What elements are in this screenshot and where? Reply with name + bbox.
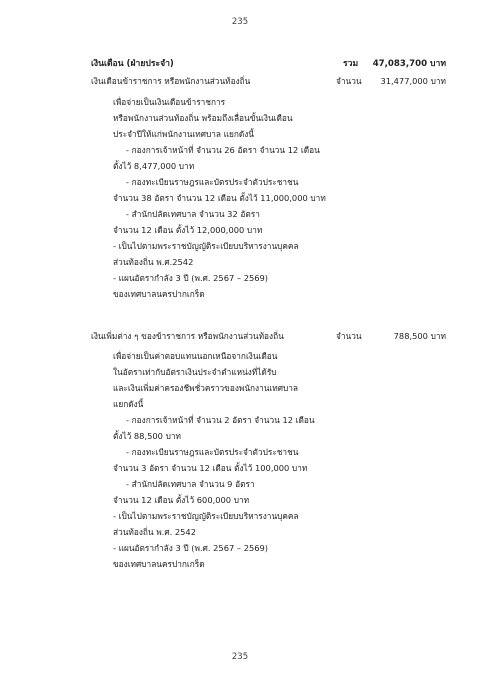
section2-line: - สำนักปลัดเทศบาล จำนวน 9 อัตรา — [126, 479, 255, 489]
section1-line: จำนวน 38 อัตรา จำนวน 12 เดือน ตั้งไว้ 11,000,000 บาท — [113, 193, 326, 203]
section1-line: - เป็นไปตามพระราชบัญญัติระเบียบบริหารงานบุคคล — [113, 241, 299, 251]
section2-title: เงินเพิ่มต่าง ๆ ของข้าราชการ หรือพนักงานส่วนท้องถิ่น — [91, 331, 284, 341]
section1-line: ส่วนท้องถิ่น พ.ศ.2542 — [113, 257, 194, 267]
section1-line: - กองการเจ้าหน้าที่ จำนวน 26 อัตรา จำนวน 12 เดือน — [126, 145, 320, 155]
section2-line: ของเทศบาลนครปากเกร็ด — [113, 559, 205, 569]
section2-amount: 788,500 บาท — [393, 331, 446, 341]
section1-line: ของเทศบาลนครปากเกร็ด — [113, 289, 205, 299]
section2-line: และเงินเพิ่มค่าครองชีพชั่วคราวของพนักงานเทศบาล — [113, 383, 299, 393]
section1-line: - แผนอัตรากำลัง 3 ปี (พ.ศ. 2567 – 2569) — [113, 273, 269, 283]
section2-line: - กองการเจ้าหน้าที่ จำนวน 2 อัตรา จำนวน 12 เดือน — [126, 415, 315, 425]
section2-line: จำนวน 3 อัตรา จำนวน 12 เดือน ตั้งไว้ 100,000 บาท — [113, 463, 308, 473]
section2-line: ส่วนท้องถิ่น พ.ศ. 2542 — [113, 527, 196, 537]
section2-line: - เป็นไปตามพระราชบัญญัติระเบียบบริหารงานบุคคล — [113, 511, 299, 521]
total-amount: 47,083,700 บาท — [372, 59, 446, 69]
section2-line: ตั้งไว้ 88,500 บาท — [113, 431, 181, 441]
section1-line: จำนวน 12 เดือน ตั้งไว้ 12,000,000 บาท — [113, 225, 263, 235]
section2-unit-label: จำนวน — [336, 331, 362, 341]
section1-line: เพื่อจ่ายเป็นเงินเดือนข้าราชการ — [113, 97, 226, 107]
section1-unit-label: จำนวน — [336, 76, 362, 86]
section2-line: จำนวน 12 เดือน ตั้งไว้ 600,000 บาท — [113, 495, 250, 505]
section-heading: เงินเดือน (ฝ่ายประจำ) — [91, 59, 174, 69]
total-label: รวม — [343, 59, 359, 69]
section1-line: ประจำปีให้แก่พนักงานเทศบาล แยกดังนี้ — [113, 129, 254, 139]
page-number-bottom: 235 — [231, 652, 249, 662]
section2-line: เพื่อจ่ายเป็นค่าตอบแทนนอกเหนือจากเงินเดือน — [113, 351, 278, 361]
section1-line: - สำนักปลัดเทศบาล จำนวน 32 อัตรา — [126, 209, 260, 219]
section1-line: หรือพนักงานส่วนท้องถิ่น พร้อมถึงเลื่อนขั้นเงินเดือน — [113, 113, 293, 123]
section2-line: ในอัตราเท่ากับอัตราเงินประจำตำแหน่งที่ได้รับ — [113, 367, 277, 377]
section1-line: - กองทะเบียนราษฎรและบัตรประจำตัวประชาชน — [126, 177, 299, 187]
section1-amount: 31,477,000 บาท — [380, 76, 446, 86]
section1-title: เงินเดือนข้าราชการ หรือพนักงานส่วนท้องถิ่น — [91, 76, 251, 86]
section1-line: ตั้งไว้ 8,477,000 บาท — [113, 161, 195, 171]
page-number-top: 235 — [231, 17, 249, 27]
section2-line: - กองทะเบียนราษฎรและบัตรประจำตัวประชาชน — [126, 447, 299, 457]
section2-line: - แผนอัตรากำลัง 3 ปี (พ.ศ. 2567 – 2569) — [113, 543, 269, 553]
section2-line: แยกดังนี้ — [113, 399, 144, 409]
